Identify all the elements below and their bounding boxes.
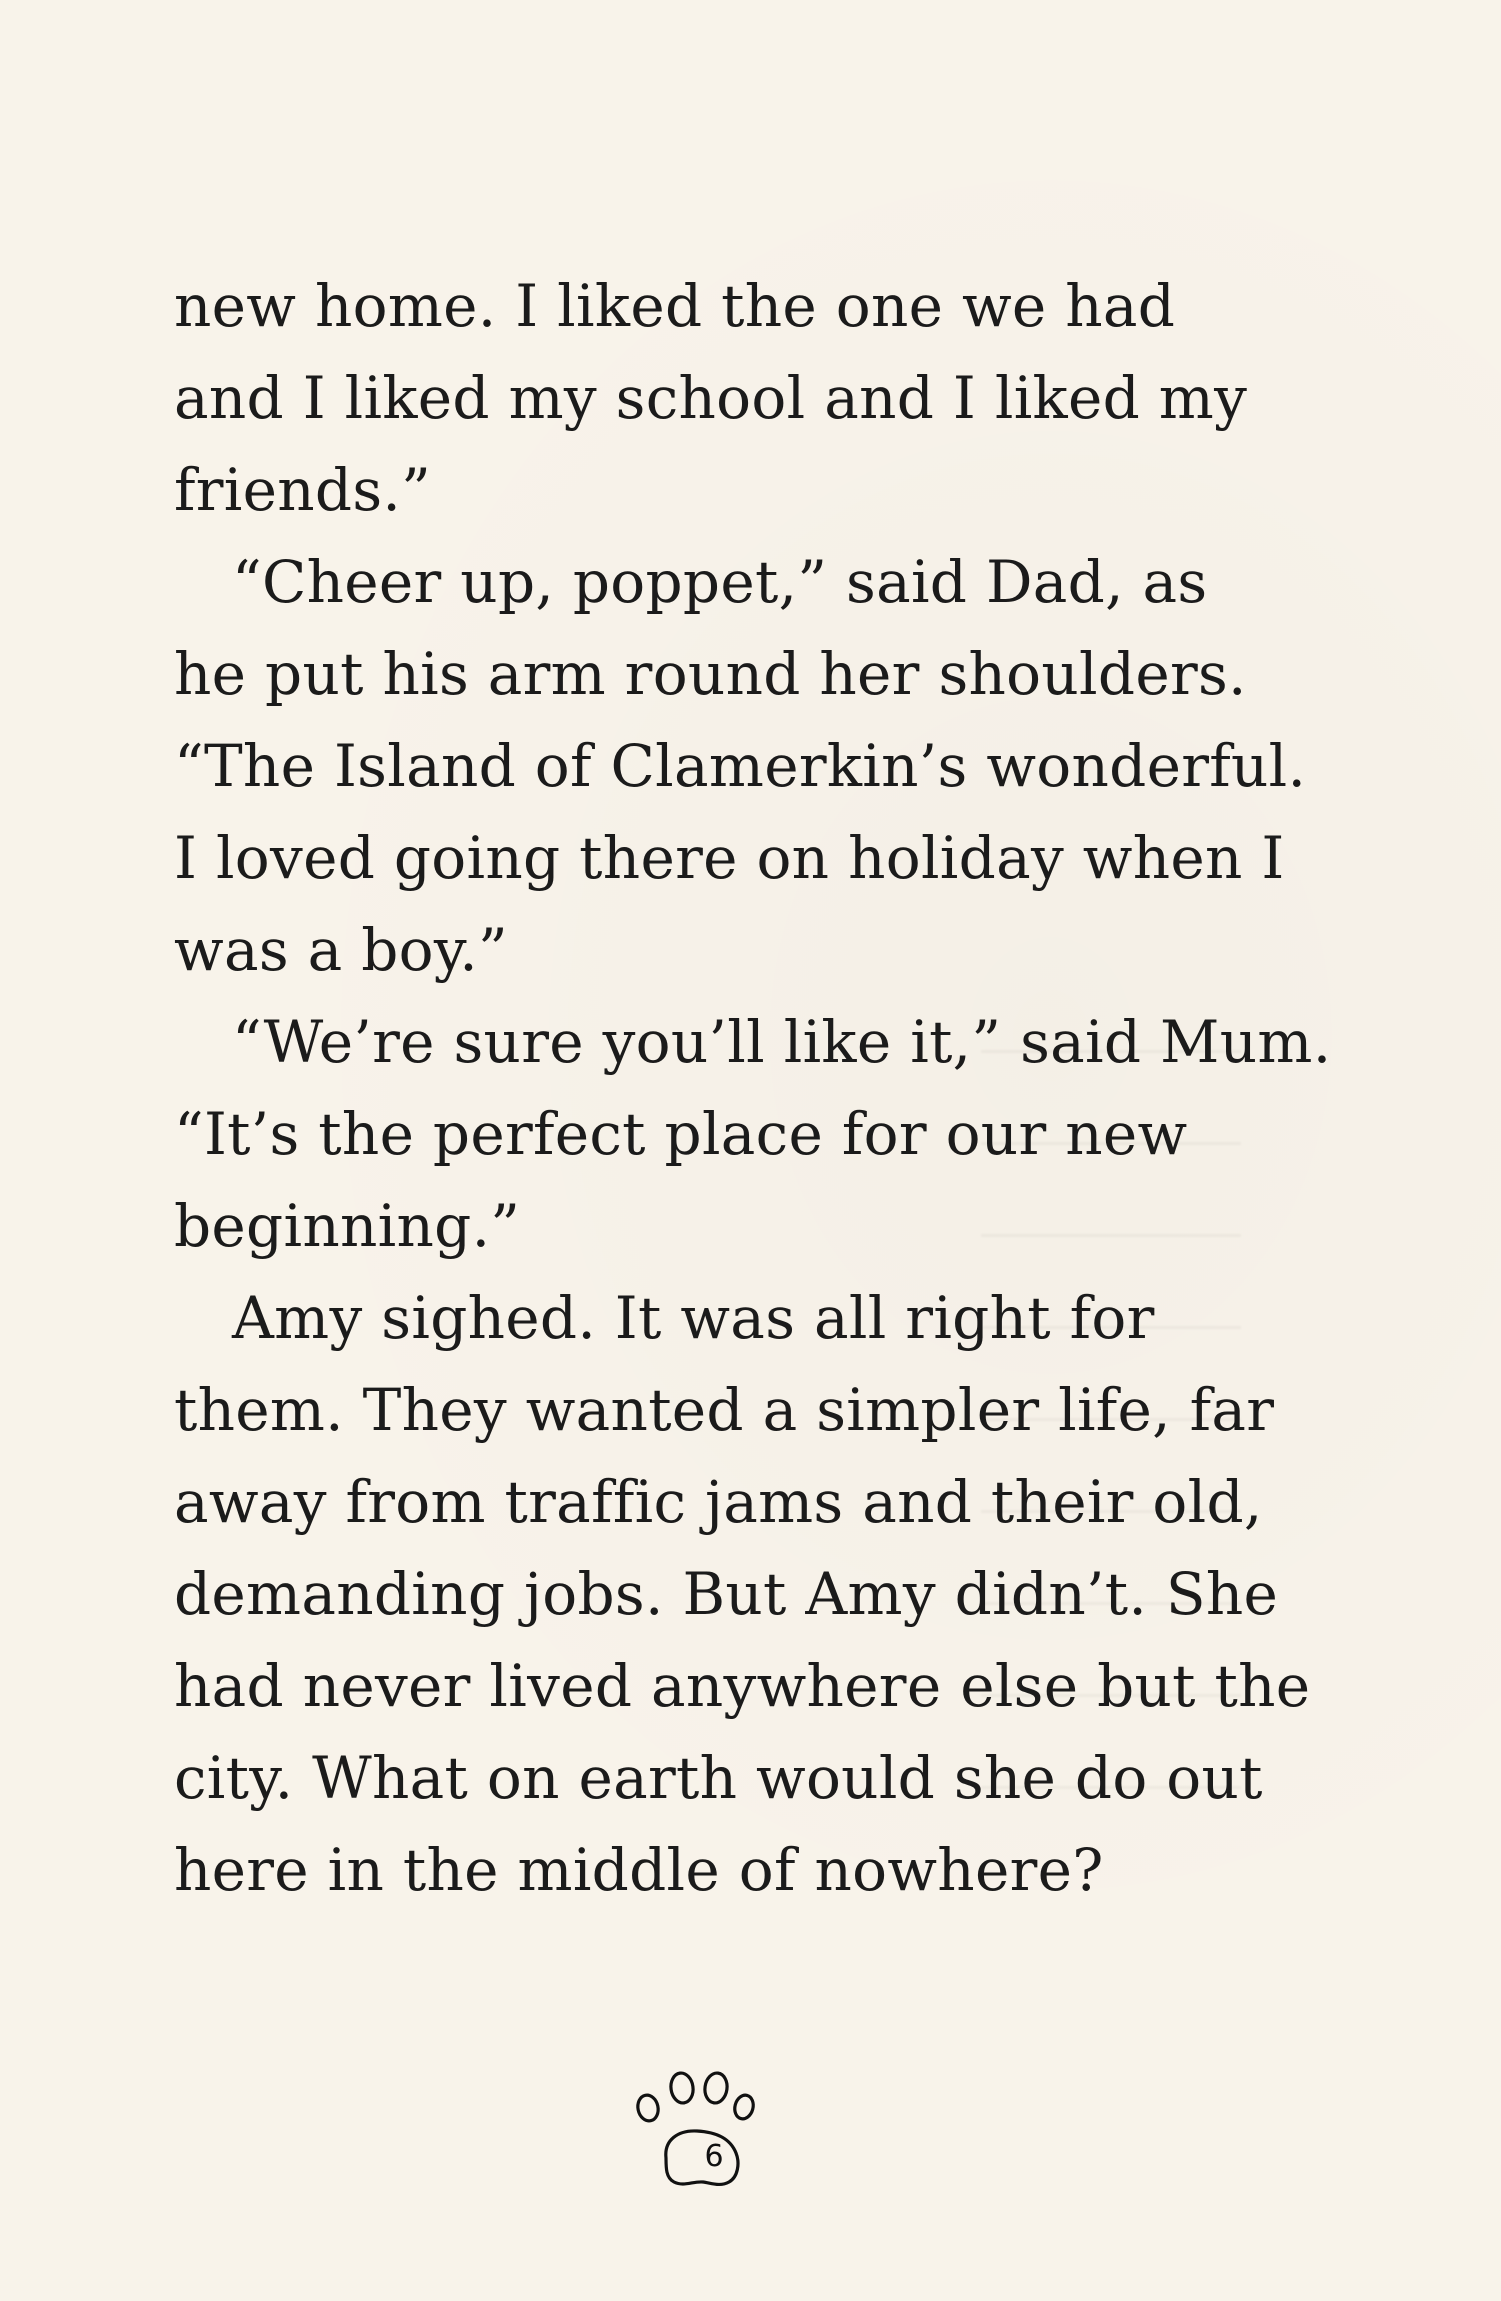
text-line: beginning.”: [174, 1192, 521, 1260]
text-line: friends.”: [174, 456, 432, 524]
text-line: demanding jobs. But Amy didn’t. She: [174, 1560, 1279, 1628]
text-line: Amy sighed. It was all right for: [232, 1284, 1155, 1352]
text-line: “Cheer up, poppet,” said Dad, as: [232, 548, 1208, 616]
text-line: “It’s the perfect place for our new: [174, 1100, 1188, 1168]
text-line: and I liked my school and I liked my: [174, 364, 1248, 432]
page-number: 6: [704, 2139, 724, 2174]
text-line: I loved going there on holiday when I: [174, 824, 1285, 892]
text-line: away from traffic jams and their old,: [174, 1468, 1263, 1536]
text-line: city. What on earth would she do out: [174, 1744, 1263, 1812]
text-line: was a boy.”: [174, 916, 508, 984]
paw-print-icon: [630, 2050, 800, 2220]
text-line: here in the middle of nowhere?: [174, 1836, 1104, 1904]
story-text: [174, 260, 1332, 1916]
text-line: he put his arm round her shoulders.: [174, 640, 1247, 708]
text-line: had never lived anywhere else but the: [174, 1652, 1311, 1720]
text-line: new home. I liked the one we had: [174, 272, 1176, 340]
page-folio: [630, 2050, 800, 2220]
text-line: them. They wanted a simpler life, far: [174, 1376, 1275, 1444]
text-line: “The Island of Clamerkin’s wonderful.: [174, 732, 1307, 800]
text-line: “We’re sure you’ll like it,” said Mum.: [232, 1008, 1332, 1076]
